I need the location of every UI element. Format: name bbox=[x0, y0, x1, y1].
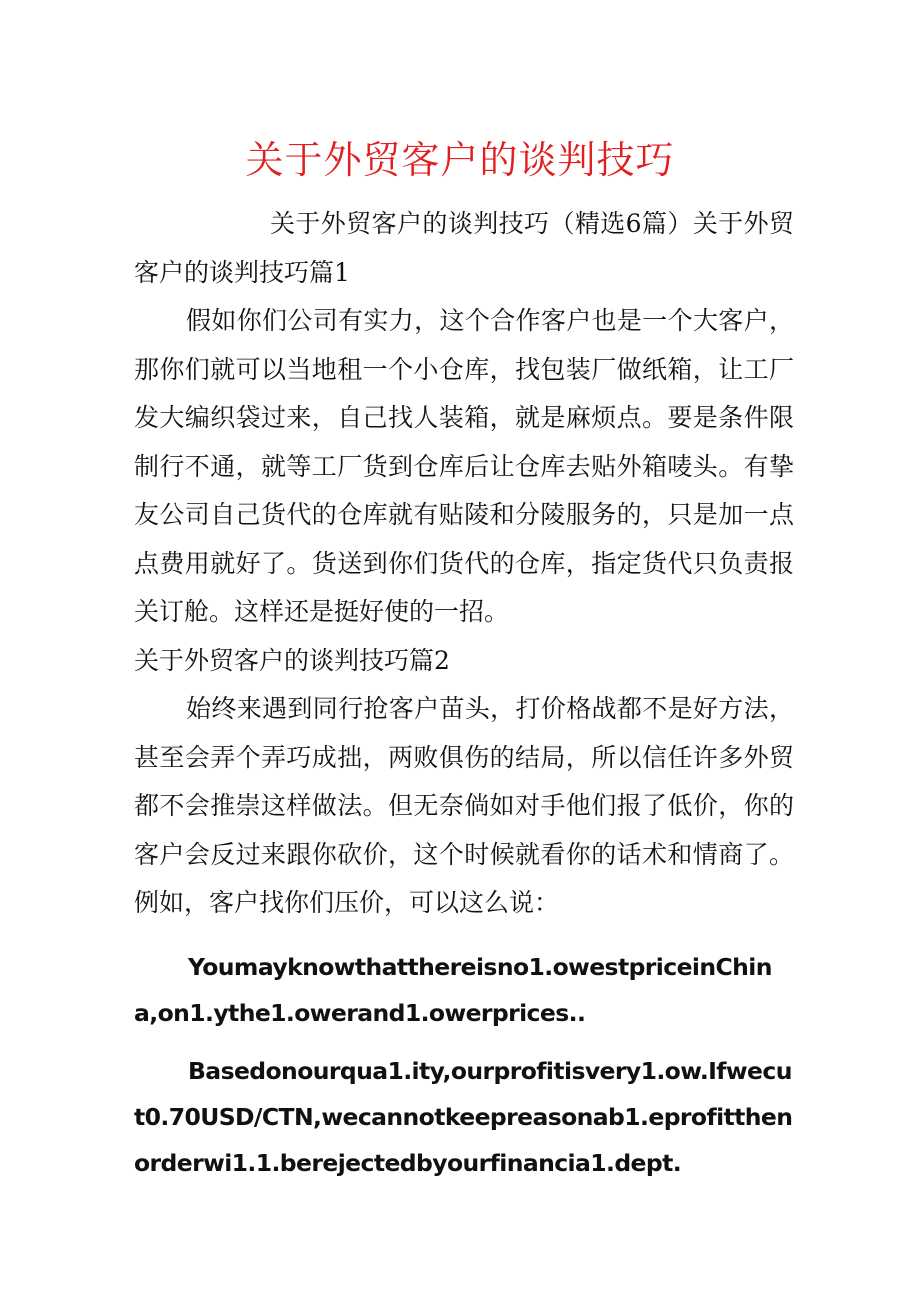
body-paragraph-2: 始终来遇到同行抢客户苗头，打价格战都不是好方法，甚至会弄个弄巧成拙，两败俱伤的结局，所以信任许多外贸都不会推崇这样做法。但无奈倘如对手他们报了低价，你的客户会反过来跟你砍价，这个时候就看你的话术和情商了。例如，客户找你们压价，可以这么说： bbox=[134, 694, 794, 917]
intro-paragraph: 关于外贸客户的谈判技巧（精选6篇）关于外贸客户的谈判技巧篇1 bbox=[134, 209, 794, 287]
english-paragraph-2: Basedonourqua1.ity,ourprofitisvery1.ow.Ifwecut0.70USD/CTN,wecannotkeepreasonab1.eprofitthenorderwi1.1.berejectedbyourfinancia1.dept. bbox=[134, 1056, 793, 1177]
body-paragraph-1: 假如你们公司有实力，这个合作客户也是一个大客户，那你们就可以当地租一个小仓库，找包装厂做纸箱，让工厂发大编织袋过来，自己找人装箱，就是麻烦点。要是条件限制行不通，就等工厂货到仓库后让仓库去贴外箱唛头。有挚友公司自己货代的仓库就有贴陵和分陵服务的，只是加一点点费用就好了。货送到你们货代的仓库，指定货代只负责报关订舱。这样还是挺好使的一招。 bbox=[134, 306, 794, 626]
section-heading-2: 关于外贸客户的谈判技巧篇2 bbox=[134, 645, 450, 675]
document-body bbox=[134, 200, 794, 1186]
english-paragraph-1: Youmayknowthatthereisno1.owestpriceinChina,on1.ythe1.owerand1.owerprices.. bbox=[134, 952, 772, 1027]
document-title: 关于外贸客户的谈判技巧 bbox=[245, 138, 675, 182]
